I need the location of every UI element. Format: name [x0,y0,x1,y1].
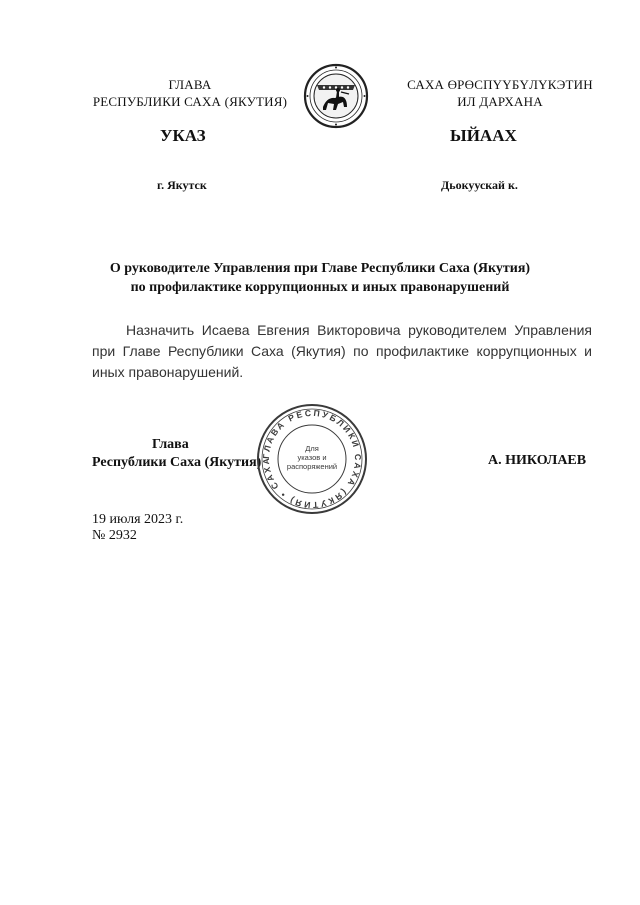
decree-title [60,259,580,297]
header-right-line2: ИЛ ДАРХАНА [457,94,543,109]
signature-name: А. НИКОЛАЕВ [488,453,587,468]
decree-number: № 2932 [92,528,137,543]
decree-title-line1: О руководителе Управления при Главе Республики Саха (Якутия) [109,261,531,276]
decree-body-paragraph: Назначить Исаева Евгения Викторовича руководителем Управления при Главе Республики Саха (Якутия) по профилактике коррупционных и иных правонарушений. [92,322,592,380]
seal-center-line2: указов и [297,453,327,462]
seal-center-line3: распоряжений [286,462,338,471]
header-right-block [360,76,640,110]
city-ru: г. Якутск [157,178,207,192]
decree-title-line2: по профилактике коррупционных и иных правонарушений [130,280,510,295]
signature-role-line2: Республики Саха (Якутия) [92,455,262,470]
header-right-line1: САХА ӨРӨСПҮҮБҮЛҮКЭТИН [407,77,593,92]
header-left-line2: РЕСПУБЛИКИ САХА (ЯКУТИЯ) [92,94,288,109]
decree-date: 19 июля 2023 г. [92,512,184,527]
header-left-line1: ГЛАВА [168,77,212,92]
doc-type-sah: ЫЙААХ [450,126,517,145]
doc-type-ru: УКАЗ [160,126,206,145]
header-left-block [60,76,320,110]
official-seal-stamp [256,403,368,515]
city-sah: Дьокуускай к. [441,178,518,192]
signature-role-line1: Глава [152,437,189,452]
seal-center-line1: Для [305,444,319,453]
seal-ring-text: ГЛАВА РЕСПУБЛИКИ САХА (ЯКУТИЯ) • САХА [260,407,364,511]
